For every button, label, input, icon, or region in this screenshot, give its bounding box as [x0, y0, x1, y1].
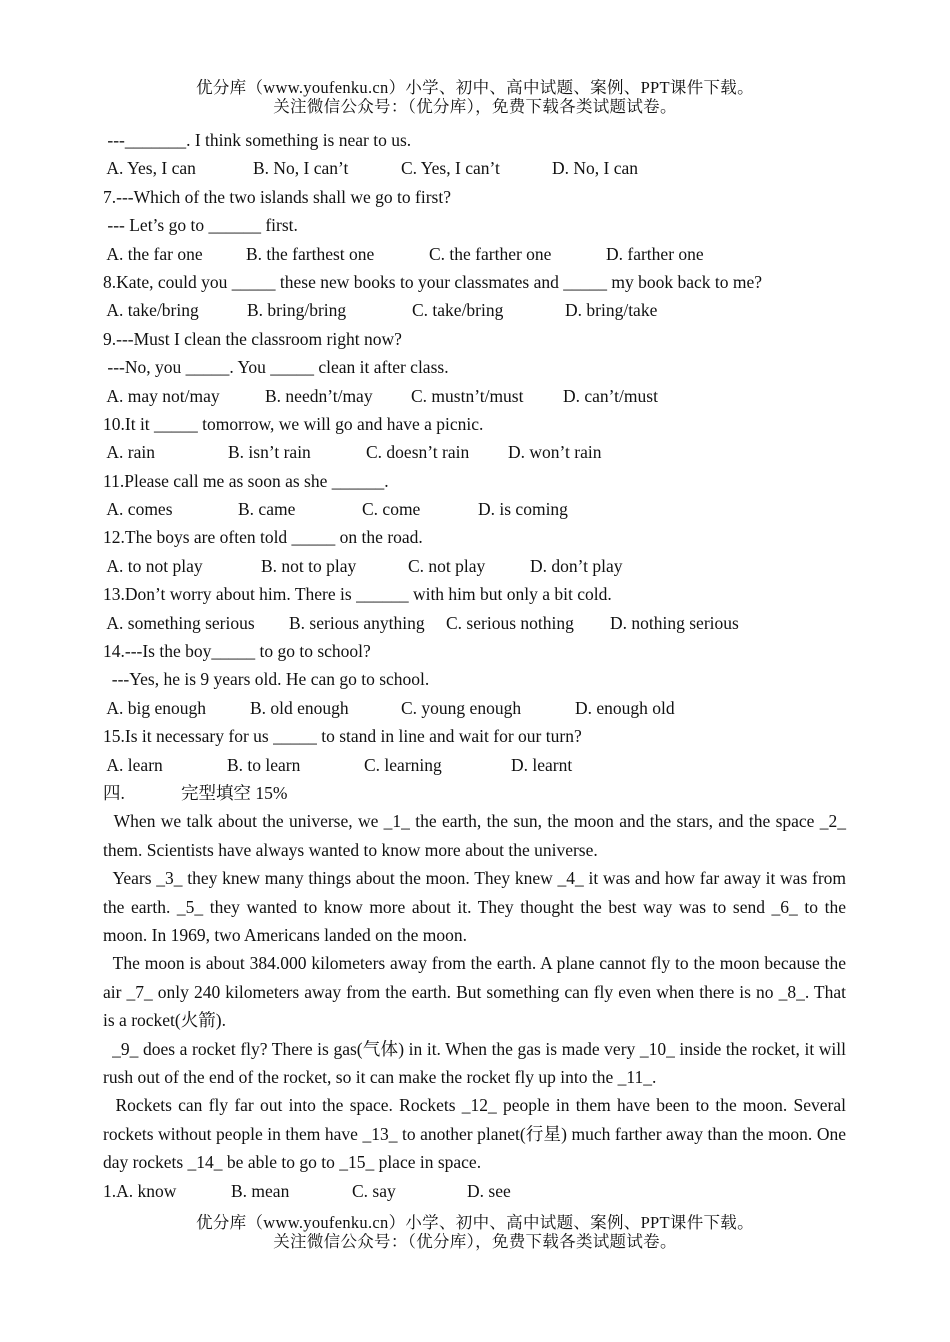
section-4-heading [103, 779, 846, 807]
q14-option-c: C. young enough [401, 697, 522, 718]
cloze-q1-option-d: D. see [467, 1180, 511, 1201]
q14-options [103, 694, 846, 722]
header-line-1: 优分库（www.youfenku.cn）小学、初中、高中试题、案例、PPT课件下载。 [196, 78, 754, 97]
q9-option-c: C. mustn’t/must [411, 385, 524, 406]
q10-option-c: C. doesn’t rain [366, 442, 470, 463]
q8-option-d: D. bring/take [565, 300, 658, 321]
q13-option-a: A. something serious [103, 612, 255, 633]
q15-question: 15.Is it necessary for us _____ to stand in line and wait for our turn? [103, 726, 582, 747]
q10-options [103, 438, 846, 466]
cloze-q1-option-c: C. say [352, 1180, 396, 1201]
cloze-paragraph-5: Rockets can fly far out into the space. Rockets _12_ people in them have been to the moon. Several rockets without people in them have _13_ to another planet(行星) much farther away than the moon. One day rockets _14_ be able to go to _15_ place in space. [103, 1095, 851, 1173]
q14-option-b: B. old enough [250, 697, 349, 718]
q13-question: 13.Don’t worry about him. There is ______ with him but only a bit cold. [103, 584, 612, 605]
footer-line-2: 关注微信公众号：（优分库），免费下载各类试题试卷。 [273, 1232, 677, 1251]
q14-question: 14.---Is the boy_____ to go to school? [103, 641, 371, 662]
q8-question: 8.Kate, could you _____ these new books to your classmates and _____ my book back to me? [103, 271, 763, 292]
q15-option-c: C. learning [364, 754, 442, 775]
header-line-2: 关注微信公众号：（优分库），免费下载各类试题试卷。 [273, 97, 677, 116]
cloze-q1-option-b: B. mean [231, 1180, 290, 1201]
q11-option-c: C. come [362, 499, 421, 520]
q7-option-a: A. the far one [103, 243, 203, 264]
q7-question: 7.---Which of the two islands shall we go to first? [103, 186, 451, 207]
cloze-paragraph-3: The moon is about 384.000 kilometers away from the earth. A plane cannot fly to the moon because the air _7_ only 240 kilometers away from the earth. But something can fly even when there is no _8_. That is a rocket(火箭). [103, 953, 851, 1031]
q12-option-a: A. to not play [103, 555, 203, 576]
worksheet-body [103, 126, 851, 1205]
cloze-paragraph-4: _9_ does a rocket fly? There is gas(气体) in it. When the gas is made very _10_ inside the rocket, it will rush out of the end of the rocket, so it can make the rocket fly up into the _11_. [103, 1038, 851, 1088]
q13-option-b: B. serious anything [289, 612, 425, 633]
q10-option-a: A. rain [103, 442, 156, 463]
q12-option-d: D. don’t play [530, 555, 623, 576]
q14-option-d: D. enough old [575, 697, 675, 718]
q13-options [103, 609, 846, 637]
q15-option-d: D. learnt [511, 754, 573, 775]
q12-option-b: B. not to play [261, 555, 357, 576]
q7-option-b: B. the farthest one [246, 243, 375, 264]
q12-question: 12.The boys are often told _____ on the road. [103, 527, 423, 548]
q15-options [103, 751, 846, 779]
q7-options [103, 240, 846, 268]
q8-option-c: C. take/bring [412, 300, 504, 321]
q6-option-b: B. No, I can’t [253, 158, 349, 179]
q7-option-d: D. farther one [606, 243, 704, 264]
q15-option-a: A. learn [103, 754, 163, 775]
cloze-paragraph-2: Years _3_ they knew many things about the moon. They knew _4_ it was and how far away it was from the earth. _5_ they wanted to know more about it. They thought the best way was to send _6_ to the moon. In 1969, two Americans landed on the moon. [103, 868, 851, 945]
q15-option-b: B. to learn [227, 754, 301, 775]
q13-option-d: D. nothing serious [610, 612, 739, 633]
page-header [0, 78, 950, 116]
page-footer [0, 1213, 950, 1251]
q9-option-d: D. can’t/must [563, 385, 658, 406]
q9-options [103, 382, 846, 410]
q13-option-c: C. serious nothing [446, 612, 574, 633]
q6-options [103, 154, 846, 182]
q10-question: 10.It it _____ tomorrow, we will go and have a picnic. [103, 413, 484, 434]
q9-option-b: B. needn’t/may [265, 385, 373, 406]
q7-answer-line: --- Let’s go to ______ first. [103, 215, 298, 236]
q9-answer-line: ---No, you _____. You _____ clean it after class. [103, 357, 449, 378]
q6-answer-line: ---_______. I think something is near to us. [103, 130, 412, 150]
q10-option-b: B. isn’t rain [228, 442, 311, 463]
q6-option-c: C. Yes, I can’t [401, 158, 500, 179]
q9-question: 9.---Must I clean the classroom right now? [103, 328, 402, 349]
q7-option-c: C. the farther one [429, 243, 552, 264]
cloze-q1-options [103, 1177, 846, 1205]
q14-answer-line: ---Yes, he is 9 years old. He can go to school. [103, 669, 430, 690]
q10-option-d: D. won’t rain [508, 442, 602, 463]
q12-option-c: C. not play [408, 555, 486, 576]
q11-option-a: A. comes [103, 499, 173, 520]
q8-option-b: B. bring/bring [247, 300, 347, 321]
q6-option-a: A. Yes, I can [103, 158, 196, 179]
q8-options [103, 296, 846, 324]
q14-option-a: A. big enough [103, 697, 207, 718]
q11-question: 11.Please call me as soon as she ______. [103, 470, 389, 491]
q12-options [103, 552, 846, 580]
q8-option-a: A. take/bring [103, 300, 199, 321]
cloze-q1-option-a: 1.A. know [103, 1180, 177, 1201]
section-4-number: 四. [103, 782, 125, 803]
cloze-paragraph-1: When we talk about the universe, we _1_ the earth, the sun, the moon and the stars, and the space _2_ them. Scientists have always wanted to know more about the universe. [103, 811, 851, 860]
footer-line-1: 优分库（www.youfenku.cn）小学、初中、高中试题、案例、PPT课件下载。 [196, 1213, 754, 1232]
q11-option-d: D. is coming [478, 499, 568, 520]
q11-options [103, 495, 846, 523]
q6-option-d: D. No, I can [552, 158, 639, 179]
q11-option-b: B. came [238, 499, 296, 520]
section-4-title: 完型填空 15% [181, 782, 288, 803]
q9-option-a: A. may not/may [103, 385, 220, 406]
